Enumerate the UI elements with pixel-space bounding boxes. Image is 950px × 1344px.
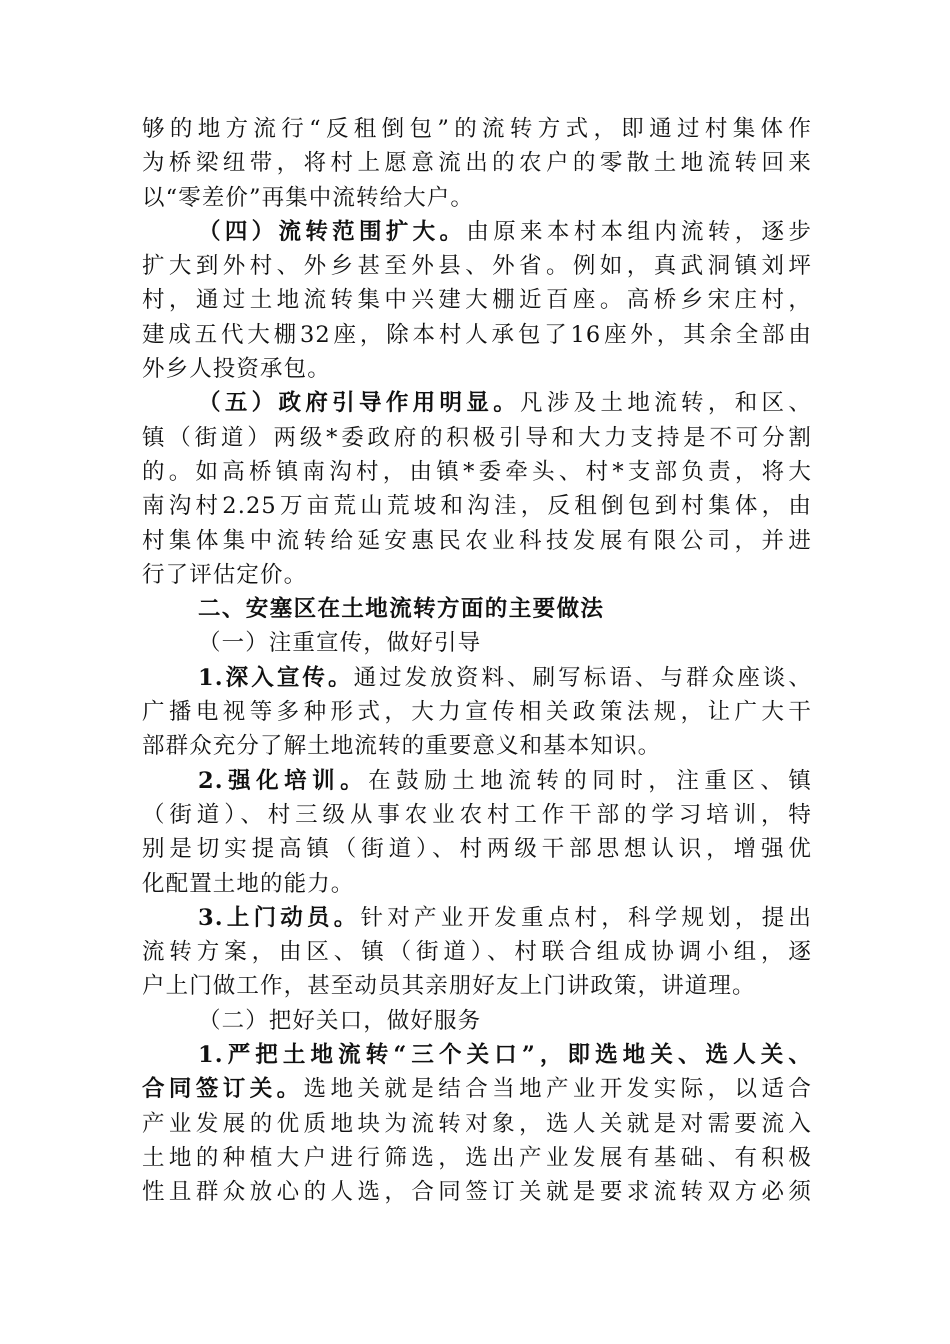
- item-heading: 3.上门动员。: [198, 904, 361, 931]
- item-paragraph-start: [142, 901, 812, 935]
- body-line: 村集体集中流转给延安惠民农业科技发展有限公司，并进: [142, 527, 812, 554]
- item-heading: 合同签订关。: [142, 1076, 304, 1103]
- body-line: 为桥梁纽带，将村上愿意流出的农户的零散土地流转回来: [142, 150, 812, 177]
- body-line: 土地的种植大户进行筛选，选出产业发展有基础、有积极: [142, 1144, 812, 1171]
- section-heading: （五）政府引导作用明显。: [198, 390, 521, 417]
- item-heading: 1.深入宣传。: [198, 664, 354, 691]
- body-line: 镇（街道）两级*委政府的积极引导和大力支持是不可分割: [142, 424, 812, 451]
- body-line: 别是切实提高镇（街道）、村两级干部思想认识，增强优: [142, 836, 812, 863]
- body-text: 选地关就是结合当地产业开发实际，以适合: [303, 1076, 812, 1103]
- chapter-heading: 二、安塞区在土地流转方面的主要做法: [198, 596, 605, 623]
- item-paragraph-start: [142, 661, 812, 695]
- body-text: 通过发放资料、刷写标语、与群众座谈、: [353, 664, 812, 691]
- item-heading: 2.强化培训。: [198, 767, 369, 794]
- body-line: 产业发展的优质地块为流转对象，选人关就是对需要流入: [142, 1110, 812, 1137]
- body-text: 凡涉及土地流转，和区、: [520, 390, 812, 417]
- item-paragraph-start: [142, 764, 812, 798]
- subsection-heading: （一）注重宣传，做好引导: [198, 630, 482, 657]
- item-heading-line: 1.严把土地流转“三个关口”，即选地关、选人关、: [198, 1042, 812, 1069]
- body-line: 广播电视等多种形式，大力宣传相关政策法规，让广大干: [142, 699, 812, 726]
- section-paragraph-start: [142, 386, 812, 420]
- body-line: 南沟村2.25万亩荒山荒坡和沟洼，反租倒包到村集体，由: [142, 493, 812, 520]
- body-line: 部群众充分了解土地流转的重要意义和基本知识。: [142, 733, 662, 760]
- body-line: 流转方案，由区、镇（街道）、村联合组成协调小组，逐: [142, 939, 812, 966]
- body-line: 的。如高桥镇南沟村，由镇*委牵头、村*支部负责，将大: [142, 458, 812, 485]
- body-text: 针对产业开发重点村，科学规划，提出: [360, 904, 812, 931]
- body-line: 以“零差价”再集中流转给大户。: [142, 184, 475, 211]
- item-continuation: [142, 1072, 812, 1106]
- body-text: 在鼓励土地流转的同时，注重区、镇: [368, 767, 812, 794]
- body-line: 够的地方流行“反租倒包”的流转方式，即通过村集体作: [142, 116, 812, 142]
- document-page: [142, 112, 812, 1210]
- subsection-heading: （二）把好关口，做好服务: [198, 1007, 482, 1034]
- body-line: （街道）、村三级从事农业农村工作干部的学习培训，特: [142, 801, 812, 828]
- body-line: 外乡人投资承包。: [142, 356, 331, 383]
- body-line: 户上门做工作，甚至动员其亲朋好友上门讲政策，讲道理。: [142, 973, 756, 1000]
- body-line: 化配置土地的能力。: [142, 870, 355, 897]
- body-line: 行了评估定价。: [142, 561, 308, 588]
- body-text: 由原来本村本组内流转，逐步: [466, 218, 812, 245]
- section-heading: （四）流转范围扩大。: [198, 218, 467, 245]
- body-line: 性且群众放心的人选，合同签订关就是要求流转双方必须: [142, 1179, 812, 1206]
- body-line: 村，通过土地流转集中兴建大棚近百座。高桥乡宋庄村，: [142, 287, 812, 314]
- body-line: 建成五代大棚32座，除本村人承包了16座外，其余全部由: [142, 321, 812, 348]
- section-paragraph-start: [142, 215, 812, 249]
- body-line: 扩大到外村、外乡甚至外县、外省。例如，真武洞镇刘坪: [142, 253, 812, 280]
